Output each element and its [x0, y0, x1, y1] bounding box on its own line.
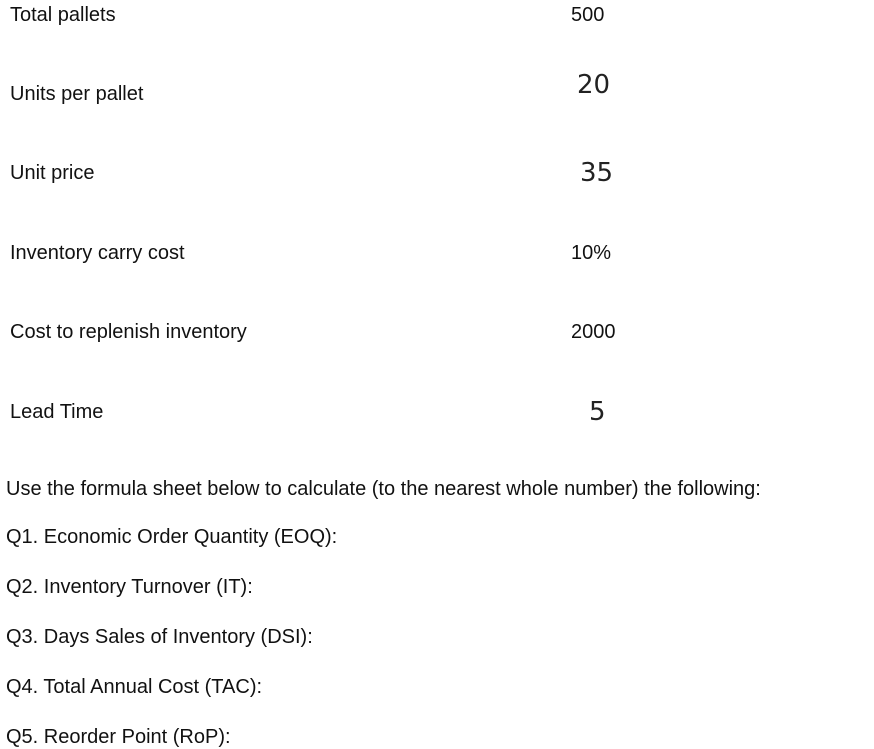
question-dsi: Q3. Days Sales of Inventory (DSI): — [6, 626, 313, 648]
param-label: Total pallets — [10, 4, 116, 26]
param-label: Unit price — [10, 162, 95, 184]
param-value: 10% — [571, 242, 612, 264]
param-row-inventory-carry-cost — [0, 241, 874, 281]
param-value: 20 — [577, 70, 611, 100]
param-label: Units per pallet — [10, 83, 144, 105]
question-tac: Q4. Total Annual Cost (TAC): — [6, 676, 263, 698]
param-value: 500 — [571, 4, 605, 26]
param-row-total-pallets — [0, 3, 874, 43]
instruction-text: Use the formula sheet below to calculate (to the nearest whole number) the following: — [6, 478, 761, 500]
param-value: 2000 — [571, 321, 616, 343]
param-row-units-per-pallet — [0, 70, 874, 122]
question-reorder-point: Q5. Reorder Point (RoP): — [6, 726, 231, 748]
param-row-lead-time — [0, 397, 874, 440]
param-value: 5 — [589, 397, 606, 427]
param-label: Inventory carry cost — [10, 242, 185, 264]
param-label: Cost to replenish inventory — [10, 321, 247, 343]
param-row-unit-price — [0, 158, 874, 201]
question-inventory-turnover: Q2. Inventory Turnover (IT): — [6, 576, 253, 598]
param-label: Lead Time — [10, 401, 104, 423]
question-eoq: Q1. Economic Order Quantity (EOQ): — [6, 526, 338, 548]
param-row-replenish-cost — [0, 320, 874, 360]
param-value: 35 — [580, 158, 614, 188]
